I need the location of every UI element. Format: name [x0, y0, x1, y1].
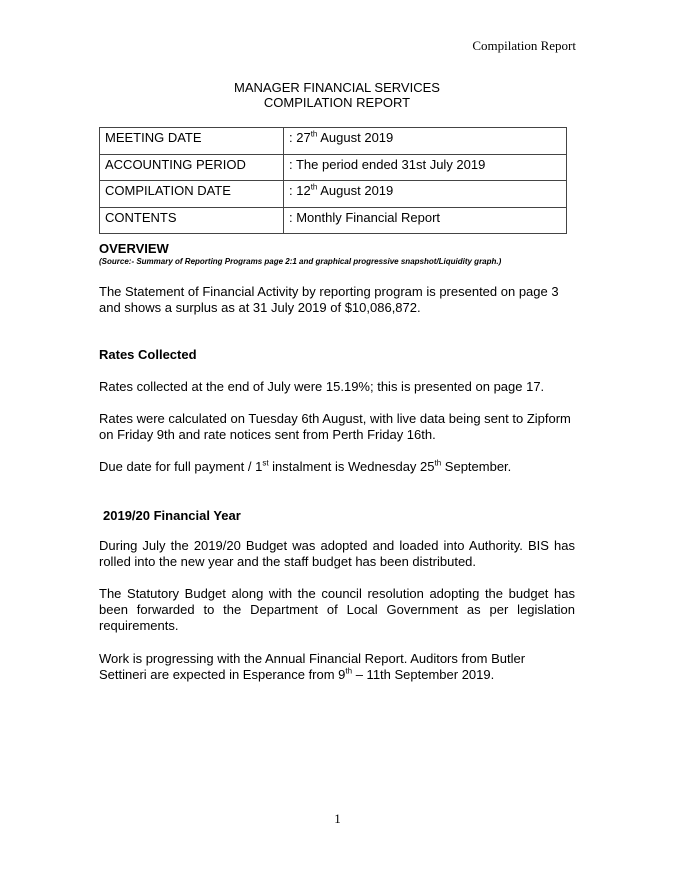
title-line-1: MANAGER FINANCIAL SERVICES — [234, 80, 440, 95]
meta-label: CONTENTS — [100, 207, 284, 234]
table-row — [100, 207, 567, 234]
table-row — [100, 181, 567, 208]
meta-value: : 12th August 2019 — [284, 181, 567, 208]
meta-value: : 27th August 2019 — [284, 128, 567, 155]
financial-year-heading: 2019/20 Financial Year — [103, 508, 241, 523]
meta-label: ACCOUNTING PERIOD — [100, 154, 284, 181]
meta-table — [99, 127, 567, 234]
financial-year-paragraph-1: During July the 2019/20 Budget was adopted and loaded into Authority. BIS has rolled into the new year and the staff budget has been distributed. — [99, 538, 575, 569]
rates-paragraph-3: Due date for full payment / 1st instalment is Wednesday 25th September. — [99, 458, 512, 474]
meta-value: : Monthly Financial Report — [284, 207, 567, 234]
overview-paragraph: The Statement of Financial Activity by reporting program is presented on page 3 and shows a surplus as at 31 July 2019 of $10,086,872. — [99, 284, 559, 315]
table-row — [100, 154, 567, 181]
overview-source-note: (Source:- Summary of Reporting Programs page 2:1 and graphical progressive snapshot/Liquidity graph.) — [99, 257, 502, 266]
rates-heading: Rates Collected — [99, 347, 197, 362]
financial-year-paragraph-2: The Statutory Budget along with the council resolution adopting the budget has been forwarded to the Department of Local Government as per legislation requirements. — [99, 586, 575, 633]
report-title — [99, 80, 575, 110]
meta-label: MEETING DATE — [100, 128, 284, 155]
title-line-2: COMPILATION REPORT — [263, 95, 411, 110]
rates-paragraph-1: Rates collected at the end of July were 15.19%; this is presented on page 17. — [99, 379, 545, 394]
table-row — [100, 128, 567, 155]
financial-year-paragraph-3: Work is progressing with the Annual Financial Report. Auditors from Butler Settineri are expected in Esperance from 9th – 11th September 2019. — [99, 651, 526, 682]
meta-label: COMPILATION DATE — [100, 181, 284, 208]
overview-heading: OVERVIEW — [99, 241, 169, 256]
meta-value: : The period ended 31st July 2019 — [284, 154, 567, 181]
running-header: Compilation Report — [472, 38, 576, 53]
rates-paragraph-2: Rates were calculated on Tuesday 6th August, with live data being sent to Zipform on Friday 9th and rate notices sent from Perth Friday 16th. — [99, 411, 571, 442]
page-number: 1 — [334, 811, 341, 826]
